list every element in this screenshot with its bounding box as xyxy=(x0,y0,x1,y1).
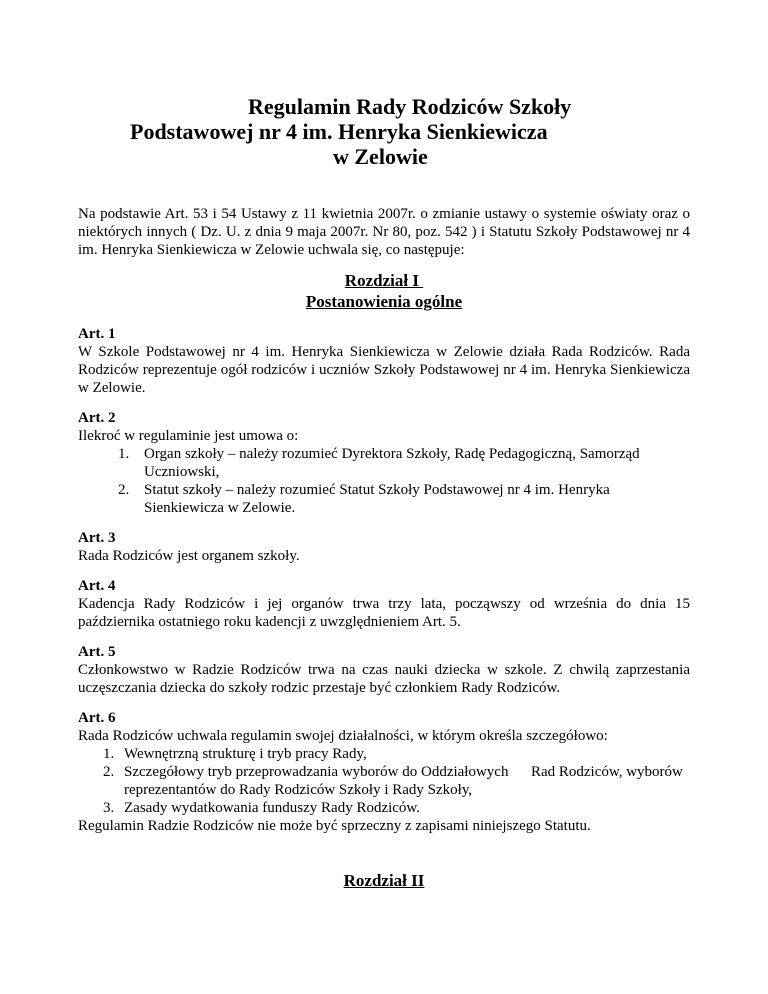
article-1-text: W Szkole Podstawowej nr 4 im. Henryka Sienkiewicza w Zelowie działa Rada Rodziców. Rada Rodziców reprezentuje ogół rodziców i uczniów Szkoły Podstawowej nr 4 im. Henryka Sienkiewicza w Zelowie. xyxy=(78,344,690,396)
title-line-1: Regulamin Rady Rodziców Szkoły xyxy=(248,94,572,119)
article-3-title: Art. 3 xyxy=(78,530,116,546)
article-5-title: Art. 5 xyxy=(78,644,116,660)
article-4-title: Art. 4 xyxy=(78,578,116,594)
document-title xyxy=(78,94,690,169)
list-item xyxy=(78,745,690,763)
article-5-text: Członkowstwo w Radzie Rodziców trwa na czas nauki dziecka w szkole. Z chwilą zaprzestania uczęszczania dziecka do szkoły rodzic przestaje być członkiem Rady Rodziców. xyxy=(78,662,690,696)
title-line-2: Podstawowej nr 4 im. Henryka Sienkiewicza xyxy=(130,119,548,144)
list-item-text: Szczegółowy tryb przeprowadzania wyborów do Oddziałowych Rad Rodziców, wyborów reprezentantów do Rady Rodziców Szkoły i Rady Szkoły, xyxy=(124,764,687,798)
article-6-title: Art. 6 xyxy=(78,710,116,726)
article-1 xyxy=(78,325,690,397)
article-6-text: Rada Rodziców uchwala regulamin swojej działalności, w którym określa szczegółowo: xyxy=(78,728,608,744)
article-4 xyxy=(78,577,690,631)
article-2-text: Ilekroć w regulaminie jest umowa o: xyxy=(78,428,299,444)
article-4-text: Kadencja Rady Rodziców i jej organów trwa trzy lata, począwszy od września do dnia 15 października ostatniego roku kadencji z uwzględnieniem Art. 5. xyxy=(78,596,690,630)
list-item xyxy=(78,481,690,517)
chapter-2-number: Rozdział II xyxy=(343,871,425,890)
article-5 xyxy=(78,643,690,697)
list-item-number: 3. xyxy=(103,800,115,816)
list-item-text: Zasady wydatkowania funduszy Rady Rodziców. xyxy=(124,800,421,816)
article-6-list xyxy=(78,745,690,817)
list-item-number: 1. xyxy=(103,746,115,762)
article-6-closing: Regulamin Radzie Rodziców nie może być sprzeczny z zapisami niniejszego Statutu. xyxy=(78,818,591,834)
list-item-number: 2. xyxy=(103,764,115,780)
intro-paragraph: Na podstawie Art. 53 i 54 Ustawy z 11 kwietnia 2007r. o zmianie ustawy o systemie oświaty oraz o niektórych innych ( Dz. U. z dnia 9 maja 2007r. Nr 80, poz. 542 ) i Statutu Szkoły Podstawowej nr 4 im. Henryka Sienkiewicza w Zelowie uchwala się, co następuje: xyxy=(78,206,690,258)
article-3 xyxy=(78,529,690,565)
chapter-1-number: Rozdział I xyxy=(344,271,424,290)
list-item xyxy=(78,799,690,817)
list-item-text: Statut szkoły – należy rozumieć Statut Szkoły Podstawowej nr 4 im. Henryka Sienkiewicza w Zelowie. xyxy=(144,482,610,516)
list-item xyxy=(78,763,690,799)
article-1-title: Art. 1 xyxy=(78,326,116,342)
article-3-text: Rada Rodziców jest organem szkoły. xyxy=(78,548,300,564)
articles-section xyxy=(78,325,690,847)
title-line-3: w Zelowie xyxy=(333,144,428,169)
list-item-text: Organ szkoły – należy rozumieć Dyrektora Szkoły, Radę Pedagogiczną, Samorząd Uczniowski, xyxy=(144,446,640,480)
article-2 xyxy=(78,409,690,517)
article-2-list xyxy=(78,445,690,517)
chapter-2-heading xyxy=(78,870,690,891)
list-item-text: Wewnętrzną strukturę i tryb pracy Rady, xyxy=(124,746,367,762)
list-item-number: 1. xyxy=(118,446,130,462)
list-item-number: 2. xyxy=(118,482,130,498)
chapter-1-heading xyxy=(78,270,690,312)
article-2-title: Art. 2 xyxy=(78,410,116,426)
article-6 xyxy=(78,709,690,835)
chapter-1-name: Postanowienia ogólne xyxy=(305,292,463,311)
list-item xyxy=(78,445,690,481)
